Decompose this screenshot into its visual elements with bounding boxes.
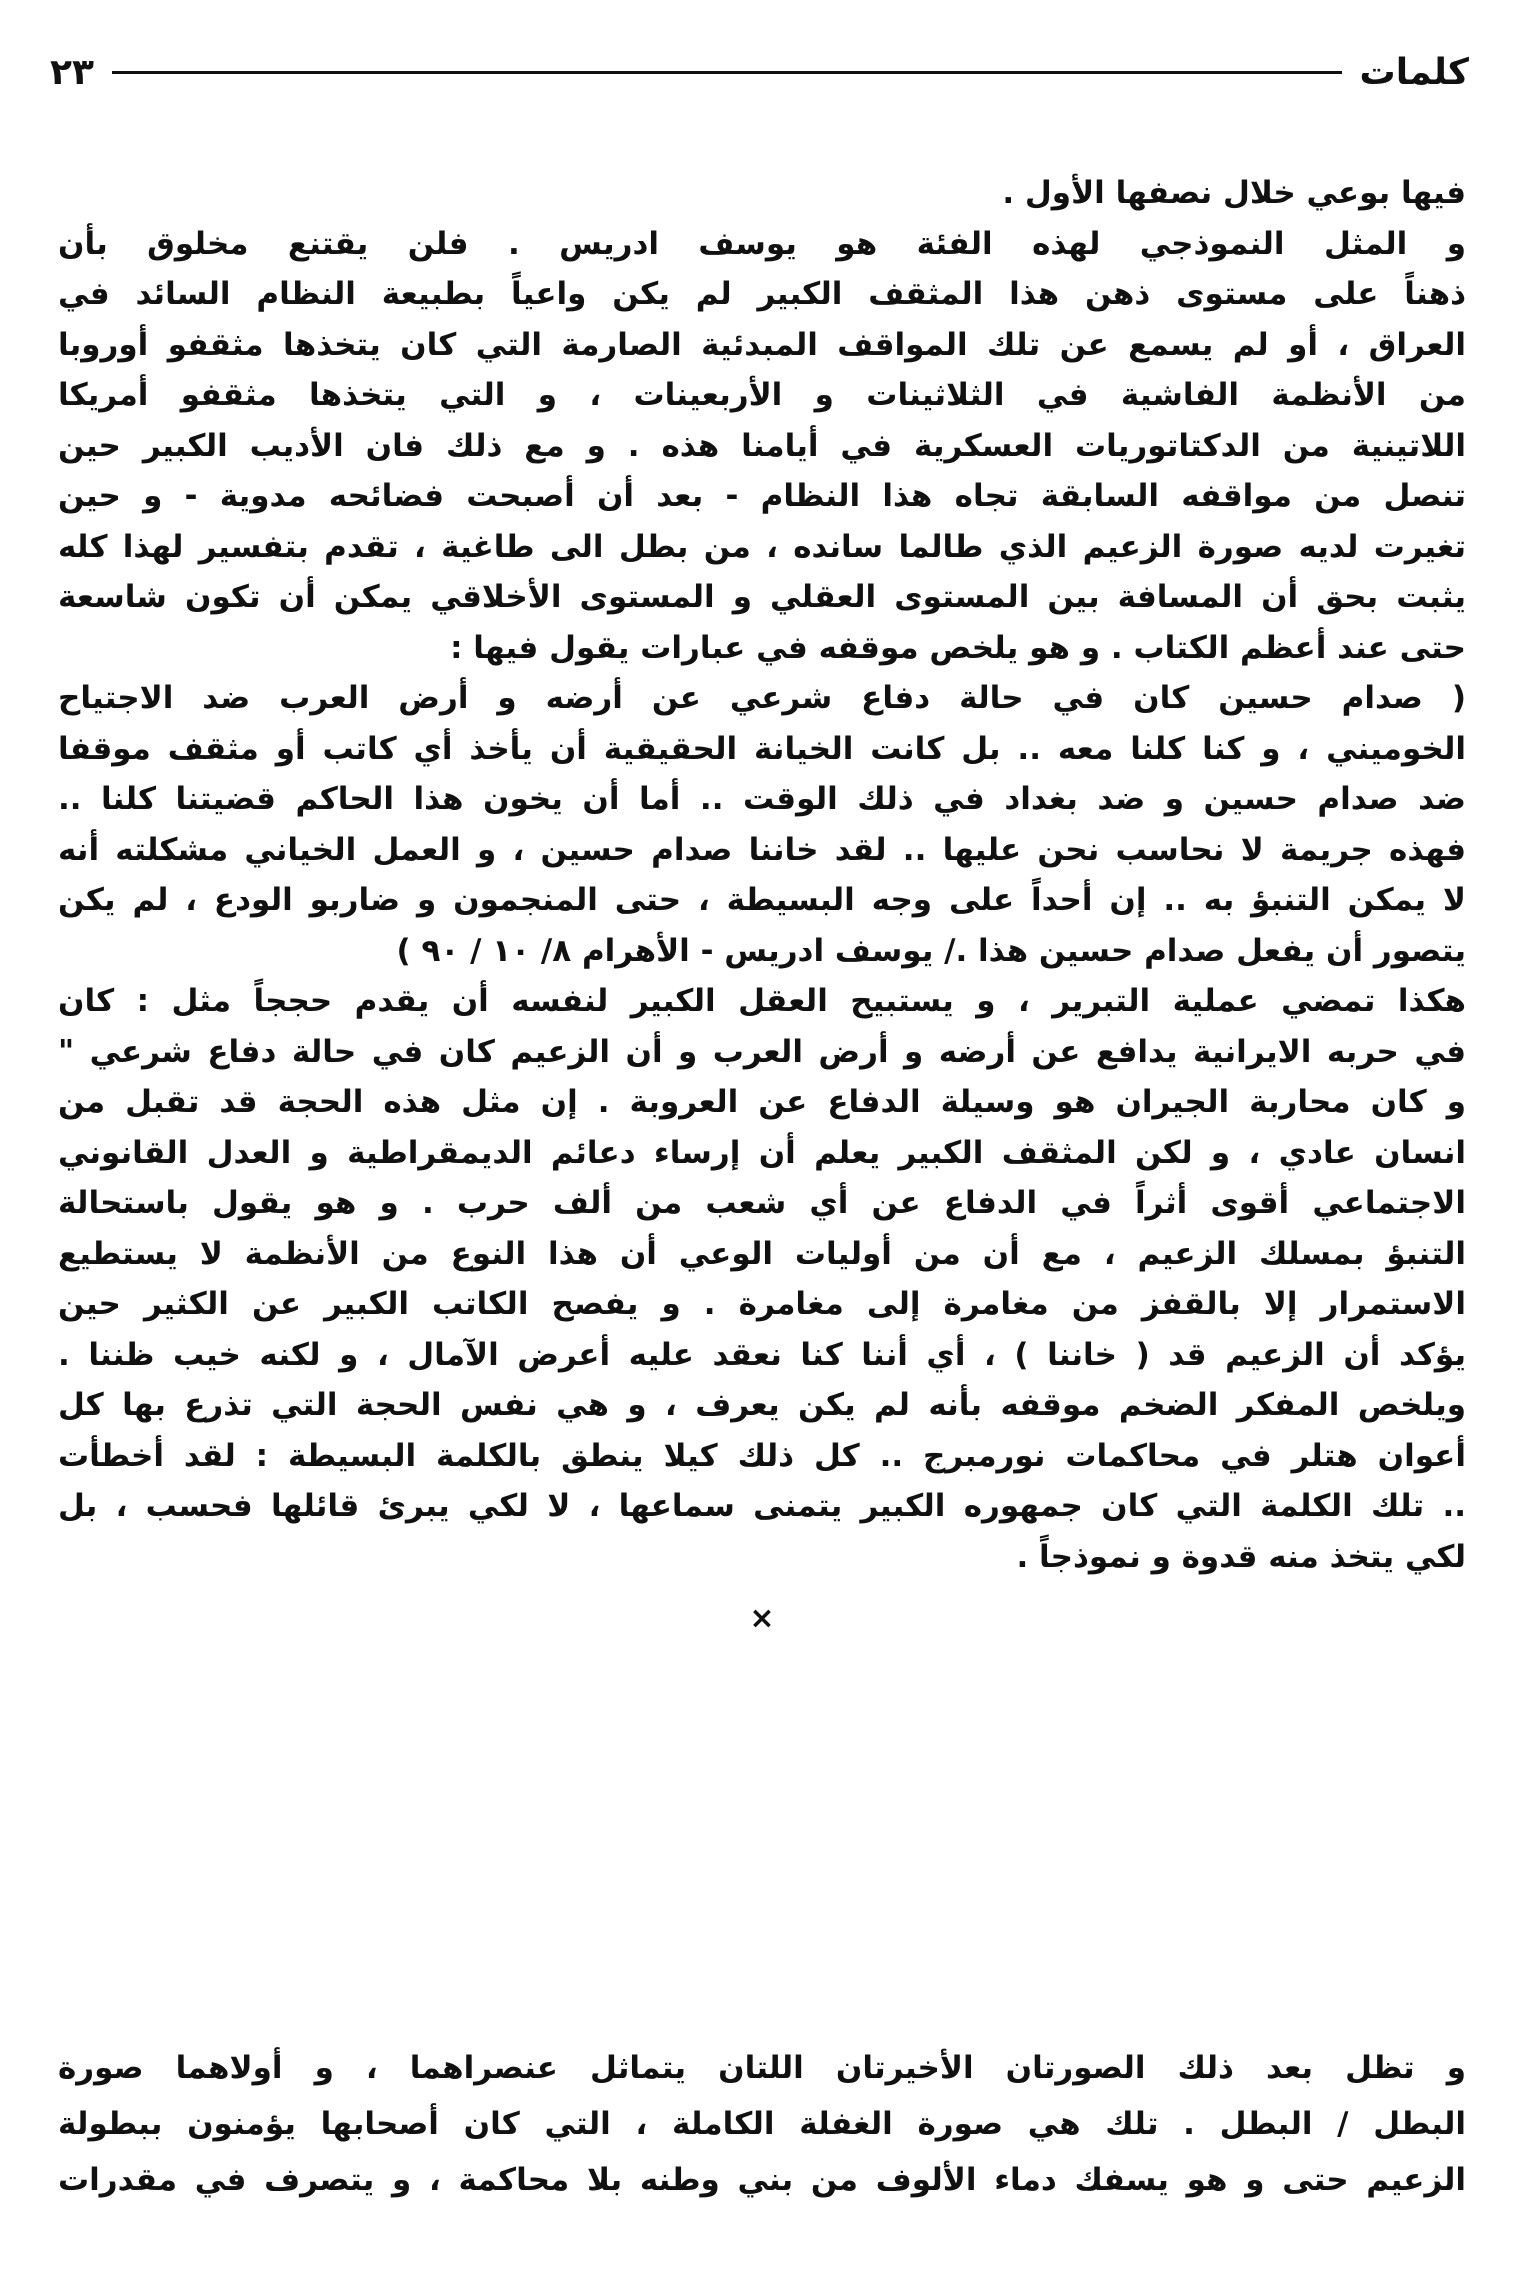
- text-line: من الأنظمة الفاشية في الثلاثينات و الأربعينات ، و التي يتخذها مثقفو أمريكا: [58, 377, 1466, 413]
- text-line: .. تلك الكلمة التي كان جمهوره الكبير يتمنى سماعها ، لا لكي يبرئ قائلها فحسب ، بل: [58, 1488, 1466, 1524]
- running-title: كلمات: [1359, 51, 1469, 93]
- text-line: الاستمرار إلا بالقفز من مغامرة إلى مغامرة . و يفصح الكاتب الكبير عن الكثير حين: [58, 1286, 1466, 1322]
- text-line: اللاتينية من الدكتاتوريات العسكرية في أيامنا هذه . و مع ذلك فان الأديب الكبير حين: [58, 427, 1466, 464]
- text-line: يؤكد أن الزعيم قد ( خاننا ) ، أي أننا كنا نعقد عليه أعرض الآمال ، و لكنه خيب ظننا .: [58, 1336, 1466, 1373]
- text-line: ضد صدام حسين و ضد بغداد في ذلك الوقت .. أما أن يخون هذا الحاكم قضيتنا كلنا ..: [58, 781, 1466, 817]
- text-line: انسان عادي ، و لكن المثقف الكبير يعلم أن إرساء دعائم الديمقراطية و العدل القانوني: [58, 1134, 1466, 1171]
- text-line: الاجتماعي أقوى أثراً في الدفاع عن أي شعب من ألف حرب . و هو يقول باستحالة: [58, 1185, 1466, 1221]
- text-line: يتصور أن يفعل صدام حسين هذا ./ يوسف ادريس - الأهرام ٨/ ١٠ / ٩٠ ): [396, 932, 1466, 969]
- text-line: التنبؤ بمسلك الزعيم ، مع أن من أوليات الوعي أن هذا النوع من الأنظمة لا يستطيع: [58, 1235, 1466, 1272]
- page-header: [50, 42, 1469, 102]
- text-line: الزعيم حتى و هو يسفك دماء الألوف من بني وطنه بلا محاكمة ، و يتصرف في مقدرات: [58, 2162, 1466, 2198]
- text-line: لا يمكن التنبؤ به .. إن أحداً على وجه البسيطة ، حتى المنجمون و ضاربو الودع ، لم يكن: [58, 882, 1466, 918]
- header-rule: [112, 71, 1342, 74]
- text-line: تنصل من مواقفه السابقة تجاه هذا النظام - بعد أن أصبحت فضائحه مدوية - و حين: [58, 478, 1466, 514]
- main-text: [58, 168, 1466, 1645]
- text-line: أعوان هتلر في محاكمات نورمبرج .. كل ذلك كيلا ينطق بالكلمة البسيطة : لقد أخطأت: [58, 1437, 1466, 1474]
- text-line: يثبت بحق أن المسافة بين المستوى العقلي و المستوى الأخلاقي يمكن أن تكون شاسعة: [58, 579, 1466, 615]
- closing-text: [58, 2040, 1466, 2208]
- text-line: ( صدام حسين كان في حالة دفاع شرعي عن أرضه و أرض العرب ضد الاجتياح: [58, 680, 1466, 716]
- section-separator: ×: [749, 1601, 775, 1636]
- text-line: حتى عند أعظم الكتاب . و هو يلخص موقفه في عبارات يقول فيها :: [450, 629, 1466, 666]
- text-line: ذهناً على مستوى ذهن هذا المثقف الكبير لم يكن واعياً بطبيعة النظام السائد في: [58, 276, 1466, 312]
- text-line: ويلخص المفكر الضخم موقفه بأنه لم يكن يعرف ، و هي نفس الحجة التي تذرع بها كل: [58, 1387, 1466, 1423]
- text-line: العراق ، أو لم يسمع عن تلك المواقف المبدئية الصارمة التي كان يتخذها مثقفو أوروبا: [58, 326, 1466, 363]
- text-line: و تظل بعد ذلك الصورتان الأخيرتان اللتان يتماثل عنصراهما ، و أولاهما صورة: [58, 2050, 1466, 2086]
- text-line: هكذا تمضي عملية التبرير ، و يستبيح العقل الكبير لنفسه أن يقدم حججاً مثل : كان: [58, 983, 1466, 1019]
- text-line: تغيرت لديه صورة الزعيم الذي طالما سانده ، من بطل الى طاغية ، تقدم بتفسير لهذا كله: [58, 528, 1466, 565]
- text-line: الخوميني ، و كنا كلنا معه .. بل كانت الخيانة الحقيقية أن يأخذ أي كاتب أو مثقف موقفا: [58, 730, 1466, 767]
- text-line: و المثل النموذجي لهذه الفئة هو يوسف ادريس . فلن يقتنع مخلوق بأن: [58, 225, 1466, 262]
- text-line: فيها بوعي خلال نصفها الأول .: [1002, 175, 1466, 211]
- text-line: في حربه الايرانية يدافع عن أرضه و أرض العرب و أن الزعيم كان في حالة دفاع شرعي ": [58, 1033, 1466, 1070]
- text-line: فهذه جريمة لا نحاسب نحن عليها .. لقد خاننا صدام حسين ، و العمل الخياني مشكلته أنه: [58, 831, 1466, 868]
- text-line: و كان محاربة الجيران هو وسيلة الدفاع عن العروبة . إن مثل هذه الحجة قد تقبل من: [58, 1084, 1466, 1120]
- text-line: البطل / البطل . تلك هي صورة الغفلة الكاملة ، التي كان أصحابها يؤمنون ببطولة: [58, 2106, 1466, 2142]
- text-line: لكي يتخذ منه قدوة و نموذجاً .: [1016, 1538, 1466, 1575]
- page-number: ٢٣: [50, 51, 94, 93]
